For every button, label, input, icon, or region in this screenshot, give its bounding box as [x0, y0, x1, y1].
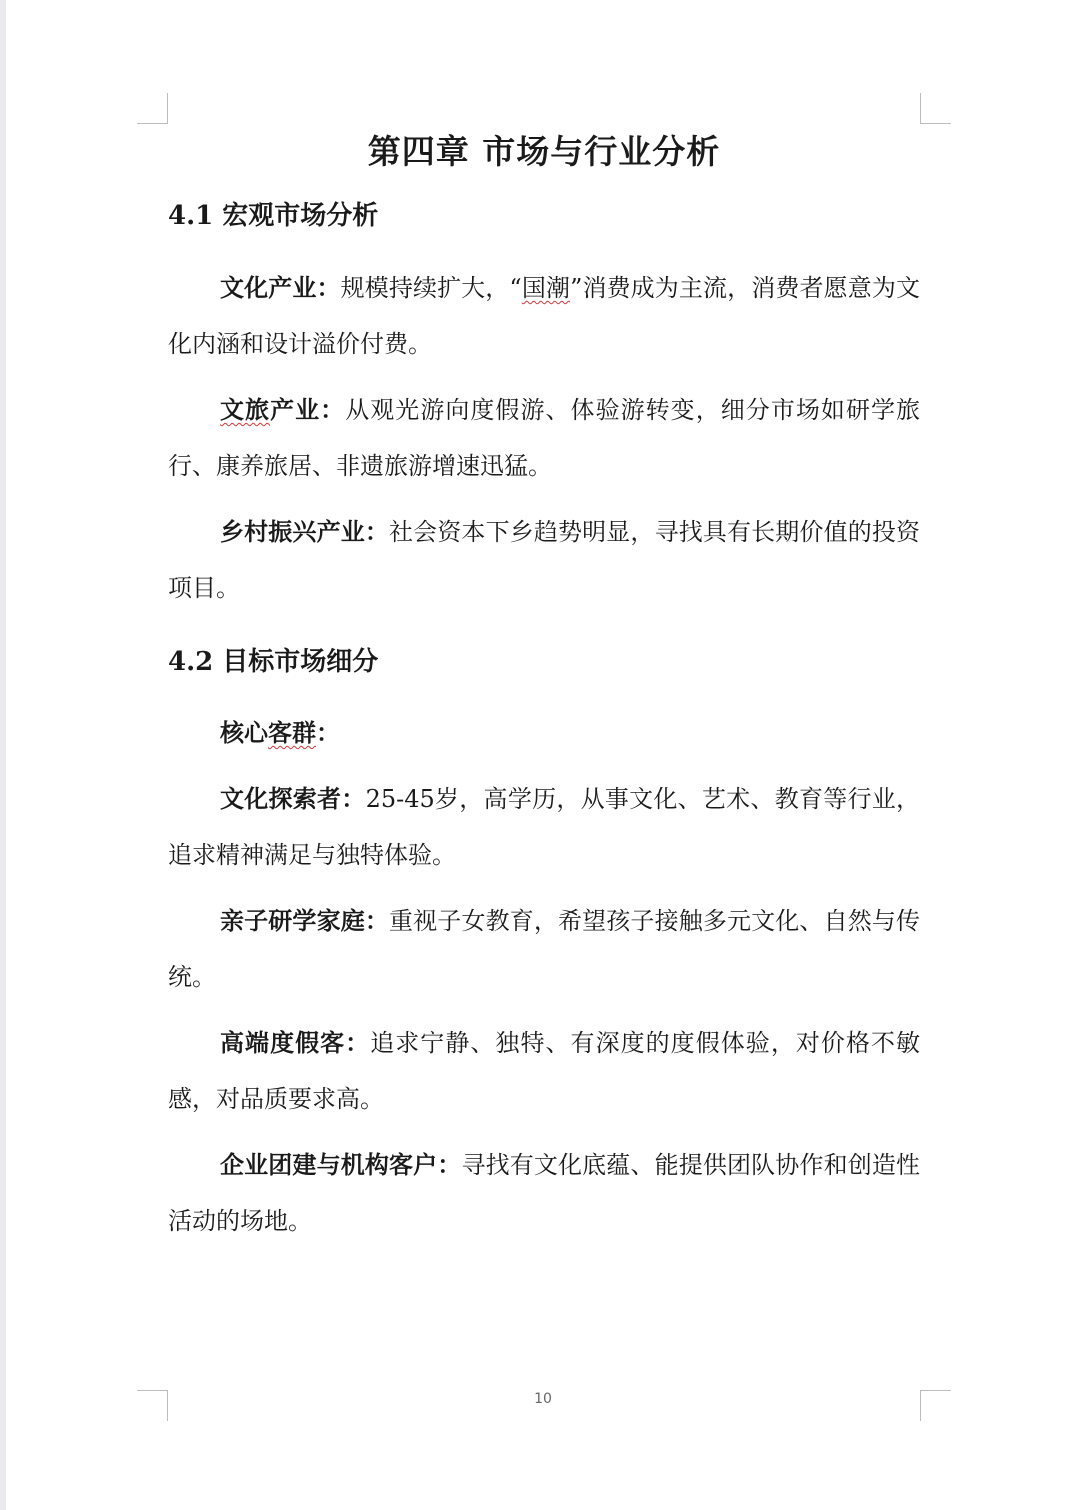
spellcheck-marked-word[interactable]: 文旅: [220, 395, 271, 424]
chapter-title: 第四章 市场与行业分析: [367, 132, 721, 171]
term-core-customers: [220, 718, 340, 747]
paragraph-text: 从观光游向度假游、体验游转变，细分市场如研学旅行、康养旅居、非遗旅游增速迅猛。: [168, 396, 921, 480]
term-text: 核心: [220, 718, 268, 747]
paragraph-text: 社会资本下乡趋势明显，寻找具有长期价值的投资项目。: [168, 518, 920, 602]
paragraph-core-customers: [168, 705, 920, 761]
paragraph-culture-industry: [168, 260, 920, 372]
term-tourism-industry: [220, 395, 345, 424]
paragraph-culture-explorers: [168, 771, 920, 883]
paragraph-luxury-vacationers: [168, 1015, 920, 1127]
section-heading-4-2: 4.2 目标市场细分: [168, 647, 379, 677]
term-text: 产业：: [270, 395, 346, 424]
paragraph-text: ”消费成为主流，消费者愿意为文化内涵和设计溢价付费。: [168, 274, 920, 358]
section-heading-4-1: 4.1 宏观市场分析: [168, 201, 379, 231]
term-culture-explorers: 文化探索者：: [220, 784, 366, 813]
term-corporate-clients: 企业团建与机构客户：: [220, 1150, 462, 1179]
spellcheck-marked-word[interactable]: 客群: [268, 718, 316, 747]
term-culture-industry: 文化产业：: [220, 273, 341, 302]
margin-corner-top-right: [920, 93, 951, 124]
spellcheck-marked-word[interactable]: 国潮: [521, 274, 571, 302]
term-text: ：: [316, 718, 340, 747]
paragraph-text: 规模持续扩大，“: [340, 274, 522, 302]
term-luxury-vacationers: 高端度假客：: [220, 1028, 371, 1057]
paragraph-corporate-clients: [168, 1137, 920, 1249]
paragraph-text: 25-45岁，高学历，从事文化、艺术、教育等行业，追求精神满足与独特体验。: [168, 785, 921, 869]
margin-corner-top-left: [137, 93, 168, 124]
paragraph-tourism-industry: [168, 382, 920, 494]
term-family-study: 亲子研学家庭：: [220, 906, 389, 935]
paragraph-text: 寻找有文化底蕴、能提供团队协作和创造性活动的场地。: [168, 1151, 921, 1235]
page-number: 10: [534, 1391, 552, 1407]
document-body: [168, 128, 920, 1249]
page-edge: [0, 0, 6, 1510]
paragraph-rural-revitalization: [168, 504, 920, 616]
term-rural-revitalization: 乡村振兴产业：: [220, 517, 389, 546]
paragraph-family-study: [168, 893, 920, 1005]
paragraph-text: 追求宁静、独特、有深度的度假体验，对价格不敏感，对品质要求高。: [168, 1029, 921, 1113]
paragraph-text: 重视子女教育，希望孩子接触多元文化、自然与传统。: [168, 907, 920, 991]
